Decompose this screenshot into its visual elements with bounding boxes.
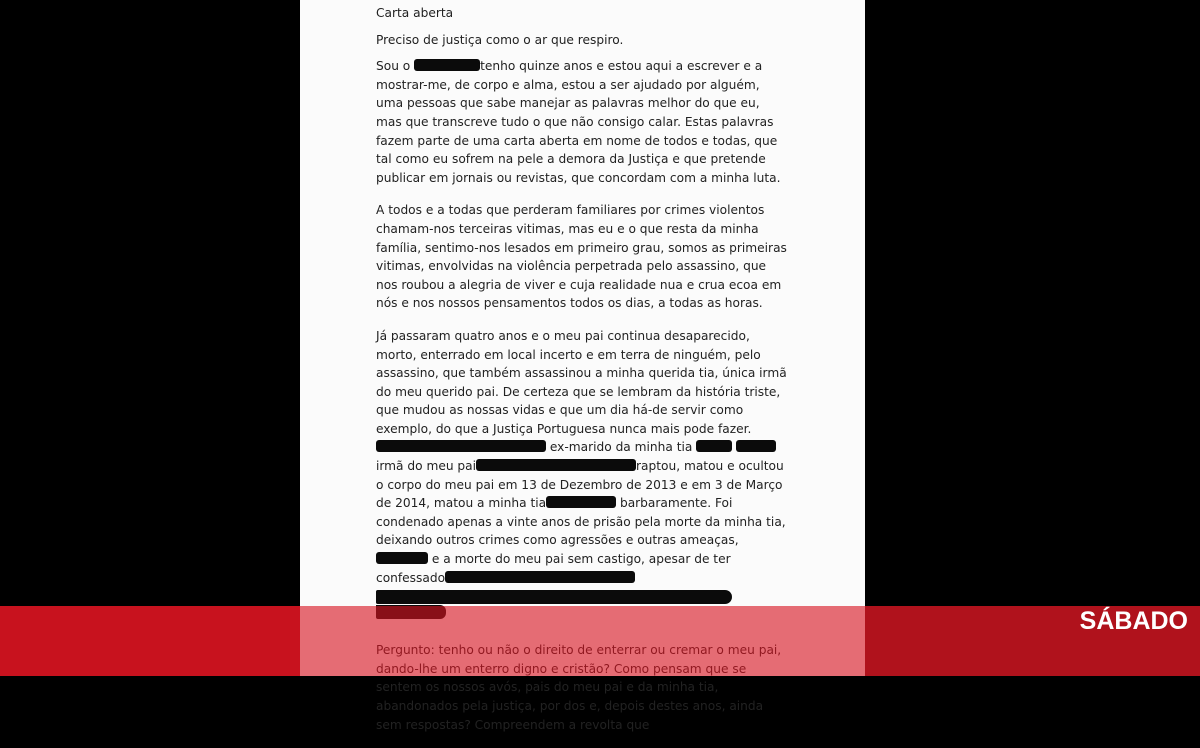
p3-part-f: e a morte do meu pai sem castigo, apesar de ter confessado [376, 552, 731, 585]
letter-title: Carta aberta [376, 6, 454, 20]
redaction-block [414, 59, 480, 71]
p3-part-a: Já passaram quatro anos e o meu pai continua desaparecido, morto, enterrado em local incerto e em terra de ninguém, pelo assassino, que também assassinou a minha querida tia, única irmã do meu querido pai. De certeza que se lembram da história triste, que mudou as nossas vidas e que um dia há-de servir como exemplo, do que a Justiça Portuguesa nunca mais pode fazer. [376, 328, 787, 436]
redaction-block [696, 440, 732, 452]
redaction-block [376, 590, 732, 604]
redaction-block [476, 459, 636, 471]
letter-page [300, 0, 865, 732]
redaction-block [376, 552, 428, 564]
letter-paragraph-3 [376, 327, 788, 619]
p1-rest: tenho quinze anos e estou aqui a escrever e a mostrar-me, de corpo e alma, estou a ser ajudado por alguém, uma pessoas que sabe manejar as palavras melhor do que eu, mas que transcreve tudo o que não consigo calar. Estas palavras fazem parte de uma carta aberta em nome de todos e todas, que tal como eu sofrem na pele a demora da Justiça e que pretende publicar em jornais ou revistas, que concordam com a minha luta. [376, 59, 781, 185]
letter-paragraph-4: sentem os nossos avós, pais do meu pai e da minha tia, abandonados pela justiça, por dos e, depois destes anos, ainda sem respostas? Compreendem a revolta que [376, 680, 764, 732]
letter-paragraph-1 [376, 57, 788, 187]
p3-part-c: irmã do meu pai [376, 459, 477, 474]
p3-part-b: ex-marido da minha tia [549, 440, 693, 455]
p3-part-e: barbaramente. Foi condenado apenas a vinte anos de prisão pela morte da minha tia, deixando outros crimes como agressões e outras ameaças, [376, 496, 786, 548]
redaction-block [376, 440, 546, 452]
brand-logo: SÁBADO [1079, 607, 1188, 635]
redaction-block [445, 571, 635, 583]
redaction-block [546, 496, 616, 508]
letter-paragraph-2: A todos e a todas que perderam familiares por crimes violentos chamam-nos terceiras vitimas, mas eu e o que resta da minha família, sentimo-nos lesados em primeiro grau, somos as primeiras vitimas, envolvidas na violência perpetrada pelo assassino, que nos roubou a alegria de viver e cuja realidade nua e crua ecoa em nós e nos nossos pensamentos todos os dias, a todas as horas. [376, 203, 787, 311]
p3-part-d: raptou, matou e ocultou o corpo do meu pai em 13 de Dezembro de 2013 e em 3 de Março de 2014, matou a minha tia [376, 459, 784, 511]
letter-greeting: Preciso de justiça como o ar que respiro. [376, 32, 624, 47]
redaction-block [736, 440, 776, 452]
p1-start: Sou o [376, 59, 411, 74]
